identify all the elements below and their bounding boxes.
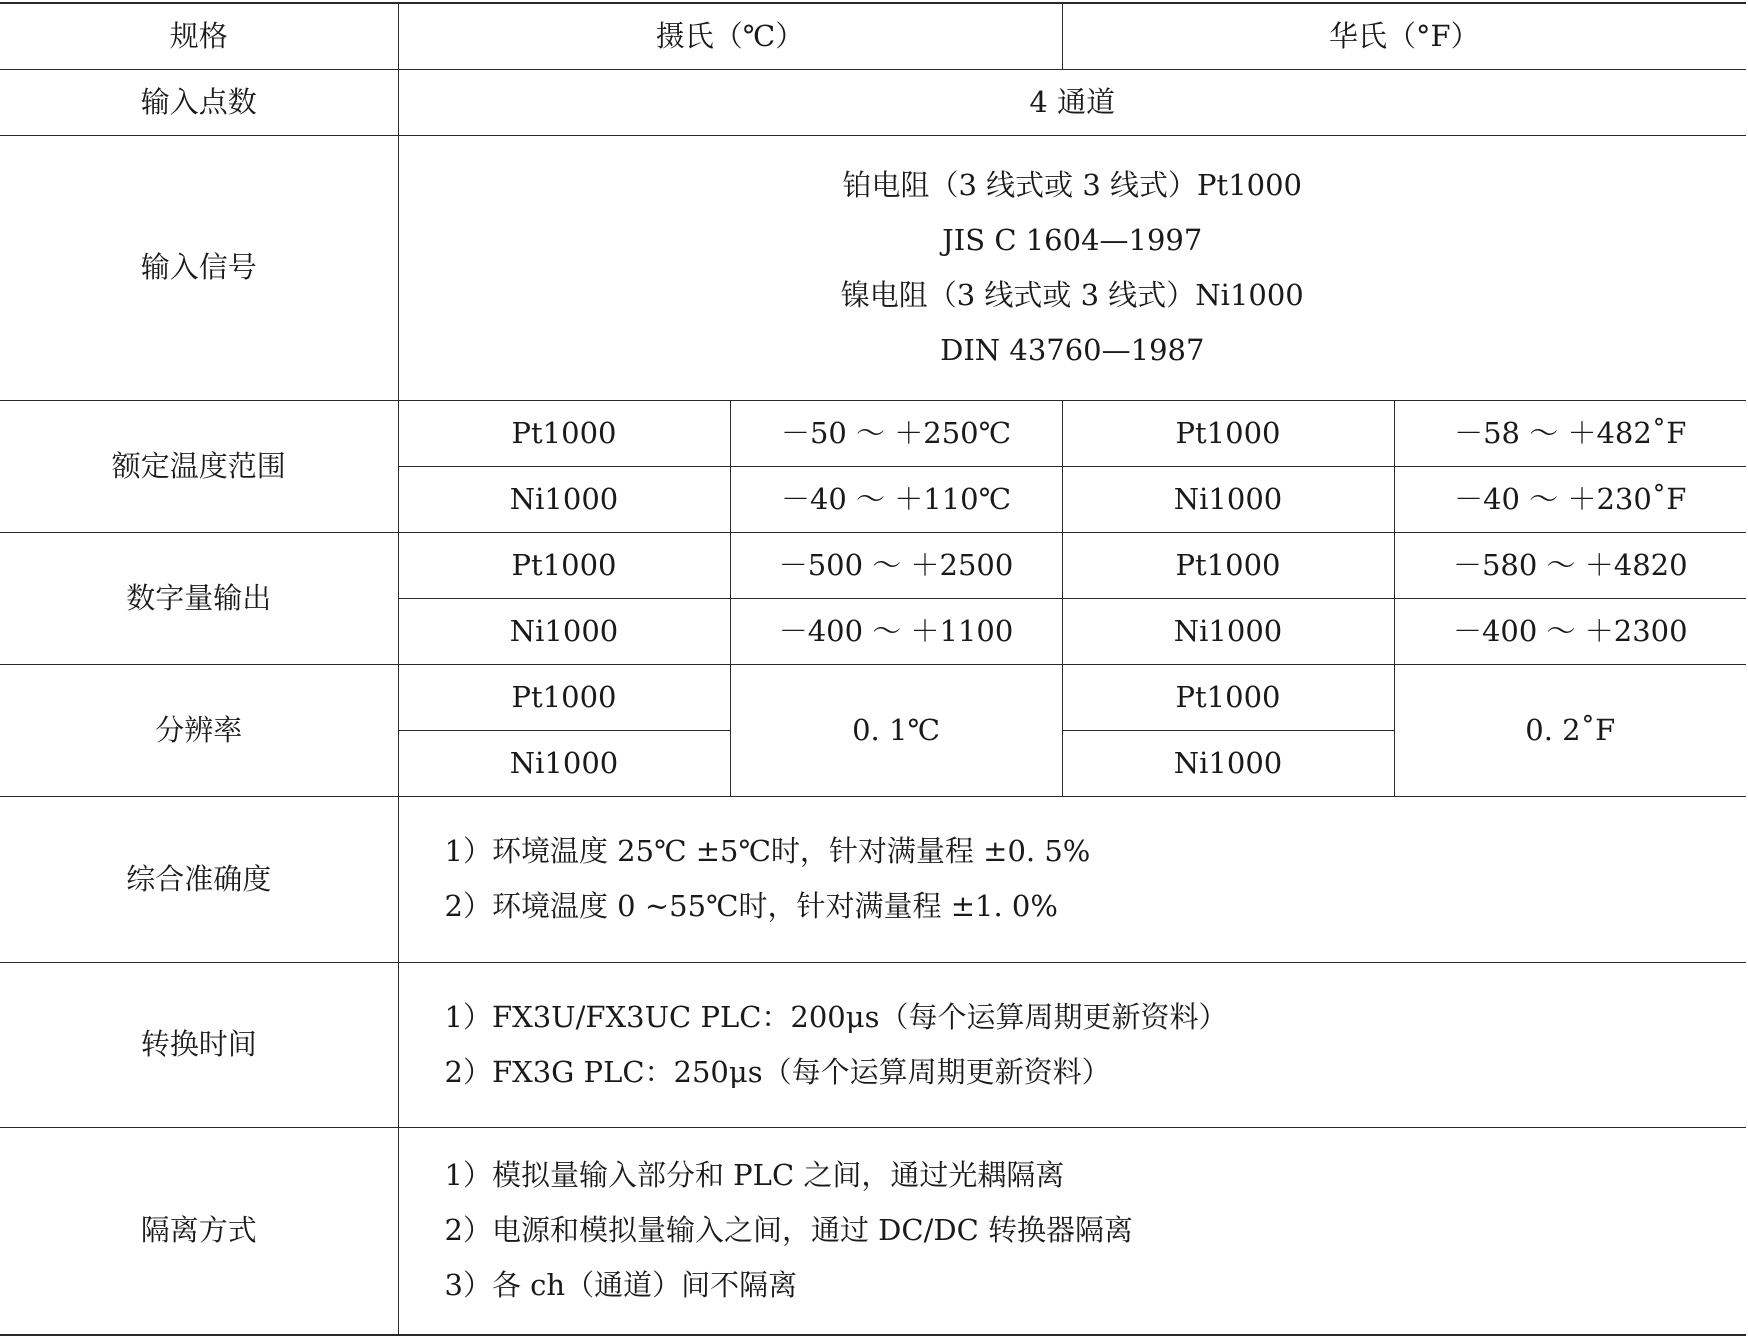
input-signal-value [398, 135, 1746, 400]
accuracy-label: 综合准确度 [0, 796, 398, 962]
resolution-label: 分辨率 [0, 664, 398, 796]
row-conversion-time [0, 962, 1746, 1127]
input-signal-label: 输入信号 [0, 135, 398, 400]
isolation-line: 2）电源和模拟量输入之间，通过 DC/DC 转换器隔离 [444, 1213, 1134, 1248]
resolution-f-value: 0. 2˚F [1394, 664, 1746, 796]
accuracy-value [398, 796, 1746, 962]
digital-output-f-type: Pt1000 [1062, 532, 1394, 598]
accuracy-line: 2）环境温度 0 ~55℃时，针对满量程 ±1. 0% [444, 889, 1058, 923]
rated-range-c-value: －50 ～ ＋250℃ [730, 400, 1062, 466]
rated-range-c-value: －40 ～ ＋110℃ [730, 466, 1062, 532]
header-celsius: 摄氏（℃） [398, 3, 1062, 69]
digital-output-f-value: －580 ～ ＋4820 [1394, 532, 1746, 598]
header-fahrenheit: 华氏（°F） [1062, 3, 1746, 69]
resolution-c-pt: Pt1000 [398, 664, 730, 730]
isolation-label: 隔离方式 [0, 1127, 398, 1335]
input-signal-line: 铂电阻（3 线式或 3 线式）Pt1000 [842, 167, 1303, 202]
rated-range-f-value: －58 ～ ＋482˚F [1394, 400, 1746, 466]
isolation-line: 3）各 ch（通道）间不隔离 [444, 1268, 798, 1303]
rated-range-f-type: Pt1000 [1062, 400, 1394, 466]
row-input-points [0, 69, 1746, 135]
rated-range-f-type: Ni1000 [1062, 466, 1394, 532]
digital-output-c-type: Pt1000 [398, 532, 730, 598]
resolution-c-value: 0. 1℃ [730, 664, 1062, 796]
row-accuracy [0, 796, 1746, 962]
conversion-time-value [398, 962, 1746, 1127]
input-signal-line: DIN 43760—1987 [940, 332, 1205, 367]
input-signal-line: JIS C 1604—1997 [942, 222, 1203, 257]
row-isolation [0, 1127, 1746, 1335]
input-points-value: 4 通道 [398, 69, 1746, 135]
digital-output-c-value: －500 ～ ＋2500 [730, 532, 1062, 598]
row-rated-range-pt [0, 400, 1746, 466]
spec-table [0, 2, 1746, 1336]
resolution-f-ni: Ni1000 [1062, 730, 1394, 796]
conversion-time-line: 1）FX3U/FX3UC PLC：200μs（每个运算周期更新资料） [444, 999, 1228, 1034]
resolution-c-ni: Ni1000 [398, 730, 730, 796]
rated-range-label: 额定温度范围 [0, 400, 398, 532]
input-signal-line: 镍电阻（3 线式或 3 线式）Ni1000 [840, 277, 1304, 312]
digital-output-f-type: Ni1000 [1062, 598, 1394, 664]
isolation-line: 1）模拟量输入部分和 PLC 之间，通过光耦隔离 [444, 1158, 1065, 1193]
row-input-signal [0, 135, 1746, 400]
rated-range-c-type: Ni1000 [398, 466, 730, 532]
accuracy-line: 1）环境温度 25℃ ±5℃时，针对满量程 ±0. 5% [444, 834, 1091, 868]
digital-output-c-value: －400 ～ ＋1100 [730, 598, 1062, 664]
rated-range-f-value: －40 ～ ＋230˚F [1394, 466, 1746, 532]
digital-output-f-value: －400 ～ ＋2300 [1394, 598, 1746, 664]
input-points-label: 输入点数 [0, 69, 398, 135]
row-resolution-pt [0, 664, 1746, 730]
header-row [0, 3, 1746, 69]
conversion-time-label: 转换时间 [0, 962, 398, 1127]
header-spec: 规格 [0, 3, 398, 69]
digital-output-label: 数字量输出 [0, 532, 398, 664]
row-digital-output-pt [0, 532, 1746, 598]
isolation-value [398, 1127, 1746, 1335]
rated-range-c-type: Pt1000 [398, 400, 730, 466]
conversion-time-line: 2）FX3G PLC：250μs（每个运算周期更新资料） [444, 1054, 1111, 1089]
digital-output-c-type: Ni1000 [398, 598, 730, 664]
resolution-f-pt: Pt1000 [1062, 664, 1394, 730]
